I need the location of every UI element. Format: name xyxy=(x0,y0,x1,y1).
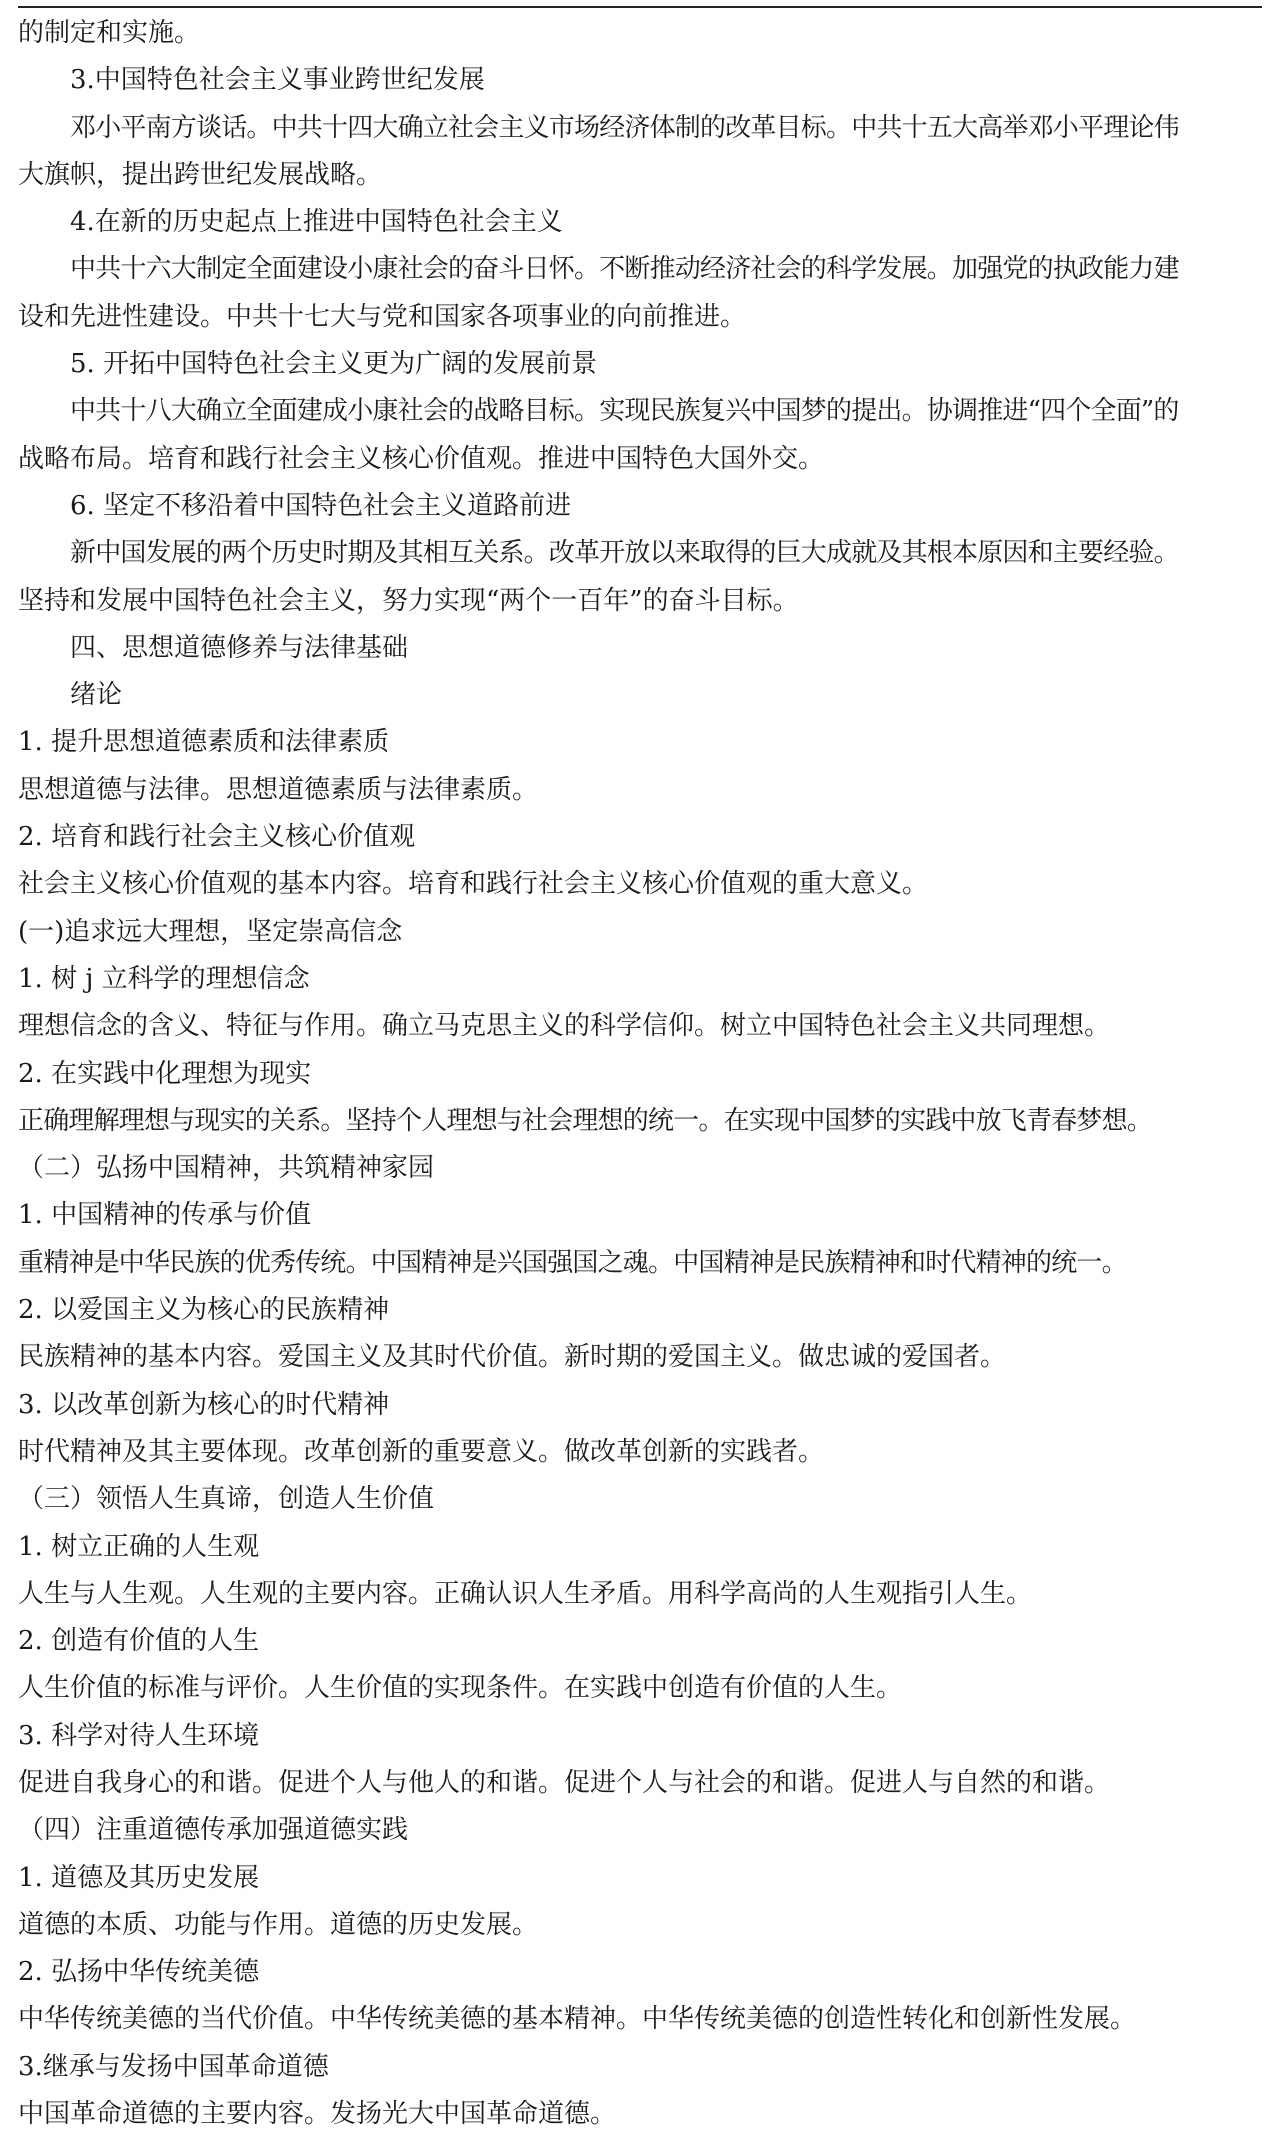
paragraph-line: 理想信念的含义、特征与作用。确立马克思主义的科学信仰。树立中国特色社会主义共同理想。 xyxy=(18,1011,1111,1042)
section-heading: 1. 树 j 立科学的理想信念 xyxy=(18,963,310,994)
paragraph-line: 大旗帜，提出跨世纪发展战略。 xyxy=(18,159,383,190)
paragraph-line: 社会主义核心价值观的基本内容。培育和践行社会主义核心价值观的重大意义。 xyxy=(18,869,929,900)
paragraph-line: 坚持和发展中国特色社会主义，努力实现“两个一百年”的奋斗目标。 xyxy=(18,585,799,616)
section-heading: 2. 培育和践行社会主义核心价值观 xyxy=(18,822,416,853)
paragraph-line: 的制定和实施。 xyxy=(18,18,201,48)
section-heading: 6. 坚定不移沿着中国特色社会主义道路前进 xyxy=(70,490,572,521)
section-heading: 1. 树立正确的人生观 xyxy=(18,1531,260,1562)
paragraph-line: 中共十六大制定全面建设小康社会的奋斗日怀。不断推动经济社会的科学发展。加强党的执政能力建 xyxy=(70,254,1179,285)
chapter-heading: 四、思想道德修养与法律基础 xyxy=(70,632,409,663)
section-heading: 2. 以爱国主义为核心的民族精神 xyxy=(18,1295,390,1326)
section-heading: 2. 创造有价值的人生 xyxy=(18,1626,260,1657)
section-heading: 绪论 xyxy=(70,680,123,711)
section-heading: 4.在新的历史起点上推进中国特色社会主义 xyxy=(70,207,563,238)
paragraph-line: 新中国发展的两个历史时期及其相互关系。改革开放以来取得的巨大成就及其根本原因和主要经验。 xyxy=(70,538,1179,569)
section-heading: 3.继承与发扬中国革命道德 xyxy=(18,2051,329,2082)
section-heading: 3. 以改革创新为核心的时代精神 xyxy=(18,1389,390,1420)
subchapter-heading: (一)追求远大理想，坚定崇高信念 xyxy=(18,916,403,947)
section-heading: 5. 开拓中国特色社会主义更为广阔的发展前景 xyxy=(70,349,598,380)
section-heading: 1. 提升思想道德素质和法律素质 xyxy=(18,727,390,758)
section-heading: 1. 道德及其历史发展 xyxy=(18,1862,260,1893)
paragraph-line: 战略布局。培育和践行社会主义核心价值观。推进中国特色大国外交。 xyxy=(18,443,825,474)
subchapter-heading: （三）领悟人生真谛，创造人生价值 xyxy=(18,1484,435,1515)
paragraph-line: 道德的本质、功能与作用。道德的历史发展。 xyxy=(18,1909,539,1940)
paragraph-line: 正确理解理想与现实的关系。坚持个人理想与社会理想的统一。在实现中国梦的实践中放飞青春梦想。 xyxy=(18,1105,1153,1136)
paragraph-line: 中共十八大确立全面建成小康社会的战略目标。实现民族复兴中国梦的提出。协调推进“四个全面”的 xyxy=(70,396,1179,427)
section-heading: 2. 弘扬中华传统美德 xyxy=(18,1957,260,1988)
subchapter-heading: （二）弘扬中国精神，共筑精神家园 xyxy=(18,1153,435,1184)
paragraph-line: 民族精神的基本内容。爱国主义及其时代价值。新时期的爱国主义。做忠诚的爱国者。 xyxy=(18,1342,1007,1373)
section-heading: 3. 科学对待人生环境 xyxy=(18,1720,260,1751)
paragraph-line: 思想道德与法律。思想道德素质与法律素质。 xyxy=(18,774,539,805)
section-heading: 2. 在实践中化理想为现实 xyxy=(18,1058,312,1089)
top-rule xyxy=(18,6,1262,8)
section-heading: 1. 中国精神的传承与价值 xyxy=(18,1200,312,1231)
paragraph-line: 重精神是中华民族的优秀传统。中国精神是兴国强国之魂。中国精神是民族精神和时代精神的统一。 xyxy=(18,1247,1127,1278)
paragraph-line: 人生价值的标准与评价。人生价值的实现条件。在实践中创造有价值的人生。 xyxy=(18,1673,903,1704)
paragraph-line: 中华传统美德的当代价值。中华传统美德的基本精神。中华传统美德的创造性转化和创新性发展。 xyxy=(18,2004,1137,2035)
paragraph-line: 时代精神及其主要体现。改革创新的重要意义。做改革创新的实践者。 xyxy=(18,1436,825,1467)
paragraph-line: 邓小平南方谈话。中共十四大确立社会主义市场经济体制的改革目标。中共十五大高举邓小平理论伟 xyxy=(70,112,1179,143)
document-page xyxy=(18,10,1264,2138)
paragraph-line: 设和先进性建设。中共十七大与党和国家各项事业的向前推进。 xyxy=(18,301,747,332)
paragraph-line: 促进自我身心的和谐。促进个人与他人的和谐。促进个人与社会的和谐。促进人与自然的和谐。 xyxy=(18,1767,1111,1798)
paragraph-line: 人生与人生观。人生观的主要内容。正确认识人生矛盾。用科学高尚的人生观指引人生。 xyxy=(18,1578,1033,1609)
paragraph-line: 中国革命道德的主要内容。发扬光大中国革命道德。 xyxy=(18,2099,617,2130)
subchapter-heading: （四）注重道德传承加强道德实践 xyxy=(18,1815,409,1846)
section-heading: 3.中国特色社会主义事业跨世纪发展 xyxy=(70,65,485,96)
